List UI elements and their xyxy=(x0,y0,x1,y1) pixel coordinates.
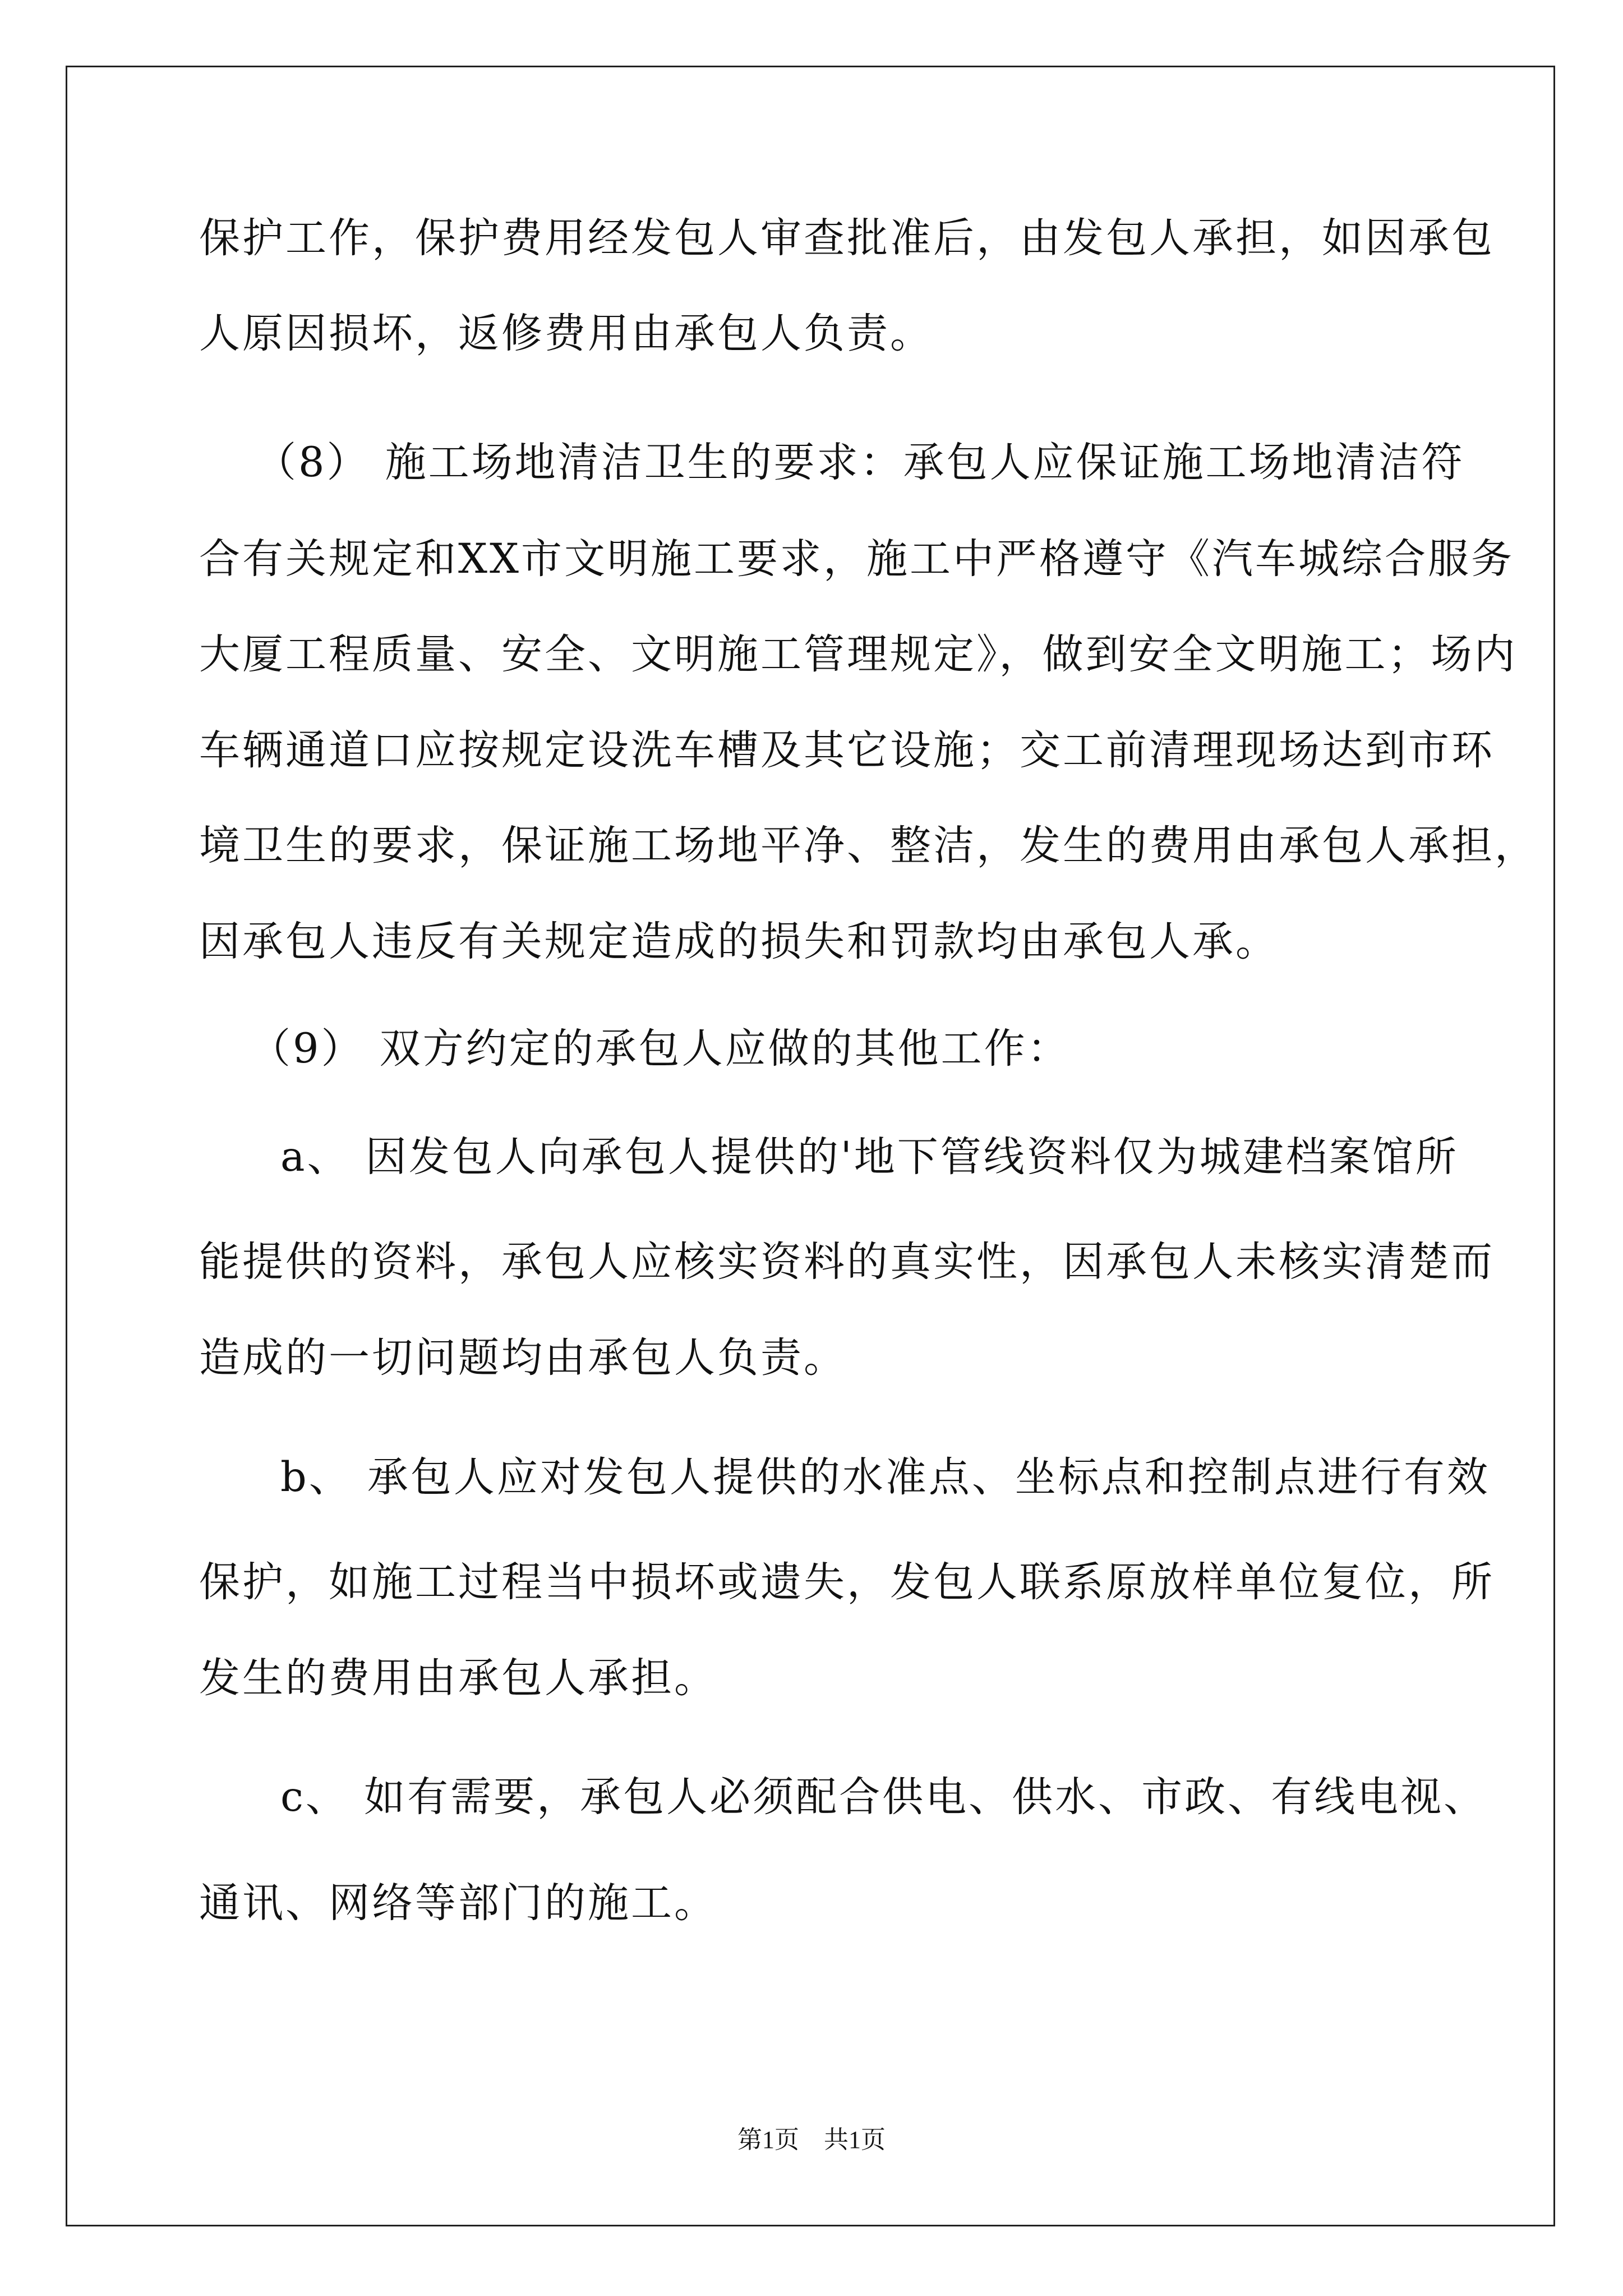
text-line: 通讯、网络等部门的施工。 xyxy=(199,1879,717,1927)
text-line: b、 承包人应对发包人提供的水准点、坐标点和控制点进行有效 xyxy=(280,1453,1490,1501)
page-number-footer: 第1页 共1页 xyxy=(737,2126,886,2154)
text-line: 境卫生的要求，保证施工场地平净、整洁，发生的费用由承包人承担， xyxy=(199,822,1538,869)
text-line: 保护工作，保护费用经发包人审查批准后，由发包人承担，如因承包 xyxy=(199,214,1495,262)
text-line: 发生的费用由承包人承担。 xyxy=(199,1654,717,1702)
text-line: 能提供的资料，承包人应核实资料的真实性，因承包人未核实清楚而 xyxy=(199,1238,1495,1286)
text-line: a、 因发包人向承包人提供的'地下管线资料仅为城建档案馆所 xyxy=(280,1133,1459,1181)
text-line: 车辆通道口应按规定设洗车槽及其它设施；交工前清理现场达到市环 xyxy=(199,726,1495,774)
text-line: （9） 双方约定的承包人应做的其他工作： xyxy=(250,1025,1071,1073)
text-line: 造成的一切问题均由承包人负责。 xyxy=(199,1334,847,1382)
text-line: c、 如有需要，承包人必须配合供电、供水、市政、有线电视、 xyxy=(280,1773,1487,1821)
text-line: 因承包人违反有关规定造成的损失和罚款均由承包人承。 xyxy=(199,918,1279,965)
text-line: （8） 施工场地清洁卫生的要求：承包人应保证施工场地清洁符 xyxy=(255,439,1465,486)
text-line: 人原因损坏，返修费用由承包人负责。 xyxy=(199,310,933,357)
text-line: 合有关规定和XX市文明施工要求，施工中严格遵守《汽车城综合服务 xyxy=(199,535,1514,583)
text-line: 大厦工程质量、安全、文明施工管理规定》，做到安全文明施工；场内 xyxy=(199,631,1518,678)
text-line: 保护，如施工过程当中损坏或遗失，发包人联系原放样单位复位，所 xyxy=(199,1558,1495,1606)
